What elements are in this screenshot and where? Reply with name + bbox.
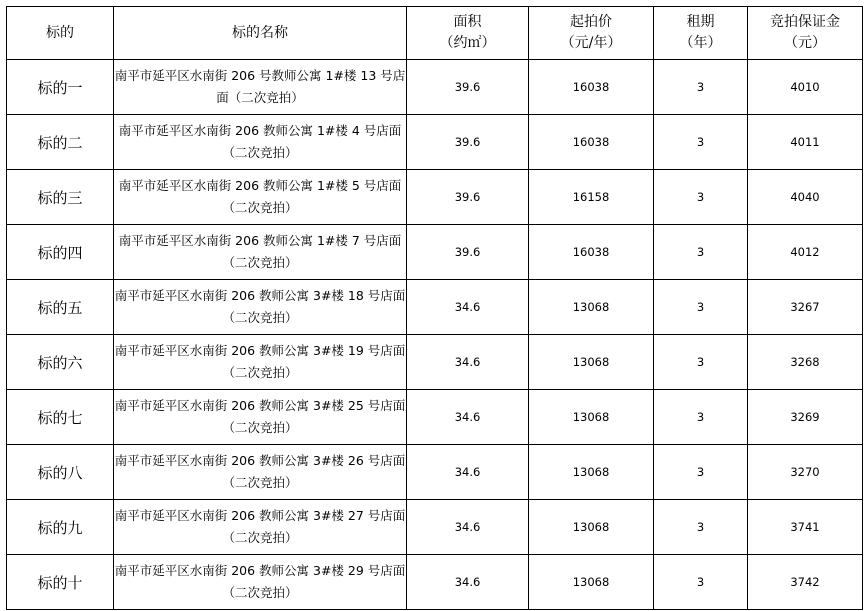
header-row xyxy=(7,7,863,60)
lot-area: 39.6 xyxy=(407,60,529,115)
lot-area: 34.6 xyxy=(407,555,529,610)
lot-label: 标的四 xyxy=(7,225,114,280)
lot-area: 34.6 xyxy=(407,280,529,335)
lot-label: 标的八 xyxy=(7,445,114,500)
lot-area: 34.6 xyxy=(407,500,529,555)
lot-start-price: 16158 xyxy=(529,170,654,225)
lot-name: 南平市延平区水南街 206 教师公寓 3#楼 19 号店面（二次竞拍） xyxy=(114,335,407,390)
lot-area: 34.6 xyxy=(407,390,529,445)
lot-name: 南平市延平区水南街 206 教师公寓 3#楼 18 号店面（二次竞拍） xyxy=(114,280,407,335)
header-start-price-title: 起拍价 xyxy=(570,14,612,30)
lot-lease-term: 3 xyxy=(654,225,748,280)
lot-label: 标的十 xyxy=(7,555,114,610)
table-row xyxy=(7,445,863,500)
header-deposit xyxy=(748,7,863,60)
table-row xyxy=(7,390,863,445)
lot-lease-term: 3 xyxy=(654,390,748,445)
lot-label: 标的六 xyxy=(7,335,114,390)
lot-deposit: 4012 xyxy=(748,225,863,280)
lot-name: 南平市延平区水南街 206 教师公寓 1#楼 7 号店面（二次竞拍） xyxy=(114,225,407,280)
lot-deposit: 3742 xyxy=(748,555,863,610)
lot-lease-term: 3 xyxy=(654,555,748,610)
table-row xyxy=(7,555,863,610)
lot-label: 标的一 xyxy=(7,60,114,115)
table-row xyxy=(7,225,863,280)
lot-name: 南平市延平区水南街 206 教师公寓 1#楼 5 号店面（二次竞拍） xyxy=(114,170,407,225)
lot-label: 标的九 xyxy=(7,500,114,555)
lot-lease-term: 3 xyxy=(654,60,748,115)
header-start-price xyxy=(529,7,654,60)
header-start-price-unit: （元/年） xyxy=(560,35,622,51)
lot-name: 南平市延平区水南街 206 号教师公寓 1#楼 13 号店面（二次竞拍） xyxy=(114,60,407,115)
lot-start-price: 13068 xyxy=(529,280,654,335)
lot-area: 39.6 xyxy=(407,170,529,225)
auction-lots-table xyxy=(6,6,863,610)
lot-area: 34.6 xyxy=(407,335,529,390)
header-area-title: 面积 xyxy=(453,14,482,30)
lot-deposit: 4040 xyxy=(748,170,863,225)
lot-start-price: 13068 xyxy=(529,445,654,500)
lot-deposit: 3741 xyxy=(748,500,863,555)
table-row xyxy=(7,280,863,335)
lot-area: 39.6 xyxy=(407,115,529,170)
lot-name: 南平市延平区水南街 206 教师公寓 3#楼 29 号店面（二次竞拍） xyxy=(114,555,407,610)
header-area xyxy=(407,7,529,60)
header-lot: 标的 xyxy=(7,7,114,60)
lot-lease-term: 3 xyxy=(654,500,748,555)
lot-lease-term: 3 xyxy=(654,445,748,500)
header-lease-term-title: 租期 xyxy=(686,14,715,30)
lot-deposit: 3270 xyxy=(748,445,863,500)
header-lease-term-unit: （年） xyxy=(679,35,722,51)
lot-name: 南平市延平区水南街 206 教师公寓 3#楼 27 号店面（二次竞拍） xyxy=(114,500,407,555)
lot-deposit: 3269 xyxy=(748,390,863,445)
table-row xyxy=(7,335,863,390)
lot-deposit: 4011 xyxy=(748,115,863,170)
lot-deposit: 4010 xyxy=(748,60,863,115)
lot-label: 标的七 xyxy=(7,390,114,445)
lot-lease-term: 3 xyxy=(654,280,748,335)
header-deposit-unit: （元） xyxy=(784,35,826,51)
table-row xyxy=(7,60,863,115)
table-header xyxy=(7,7,863,60)
header-lease-term xyxy=(654,7,748,60)
lot-start-price: 13068 xyxy=(529,335,654,390)
lot-start-price: 13068 xyxy=(529,500,654,555)
header-deposit-title: 竞拍保证金 xyxy=(770,14,840,30)
table-row xyxy=(7,500,863,555)
lot-label: 标的三 xyxy=(7,170,114,225)
lot-area: 34.6 xyxy=(407,445,529,500)
lot-deposit: 3267 xyxy=(748,280,863,335)
lot-name: 南平市延平区水南街 206 教师公寓 3#楼 26 号店面（二次竞拍） xyxy=(114,445,407,500)
lot-deposit: 3268 xyxy=(748,335,863,390)
table-row xyxy=(7,115,863,170)
table-body xyxy=(7,60,863,610)
lot-lease-term: 3 xyxy=(654,170,748,225)
lot-lease-term: 3 xyxy=(654,335,748,390)
lot-label: 标的二 xyxy=(7,115,114,170)
header-lot-name: 标的名称 xyxy=(114,7,407,60)
lot-start-price: 13068 xyxy=(529,390,654,445)
lot-start-price: 16038 xyxy=(529,225,654,280)
table-row xyxy=(7,170,863,225)
lot-start-price: 16038 xyxy=(529,115,654,170)
lot-start-price: 13068 xyxy=(529,555,654,610)
lot-area: 39.6 xyxy=(407,225,529,280)
lot-name: 南平市延平区水南街 206 教师公寓 1#楼 4 号店面（二次竞拍） xyxy=(114,115,407,170)
lot-name: 南平市延平区水南街 206 教师公寓 3#楼 25 号店面（二次竞拍） xyxy=(114,390,407,445)
lot-start-price: 16038 xyxy=(529,60,654,115)
lot-label: 标的五 xyxy=(7,280,114,335)
header-area-unit: （约㎡） xyxy=(439,35,496,51)
lot-lease-term: 3 xyxy=(654,115,748,170)
